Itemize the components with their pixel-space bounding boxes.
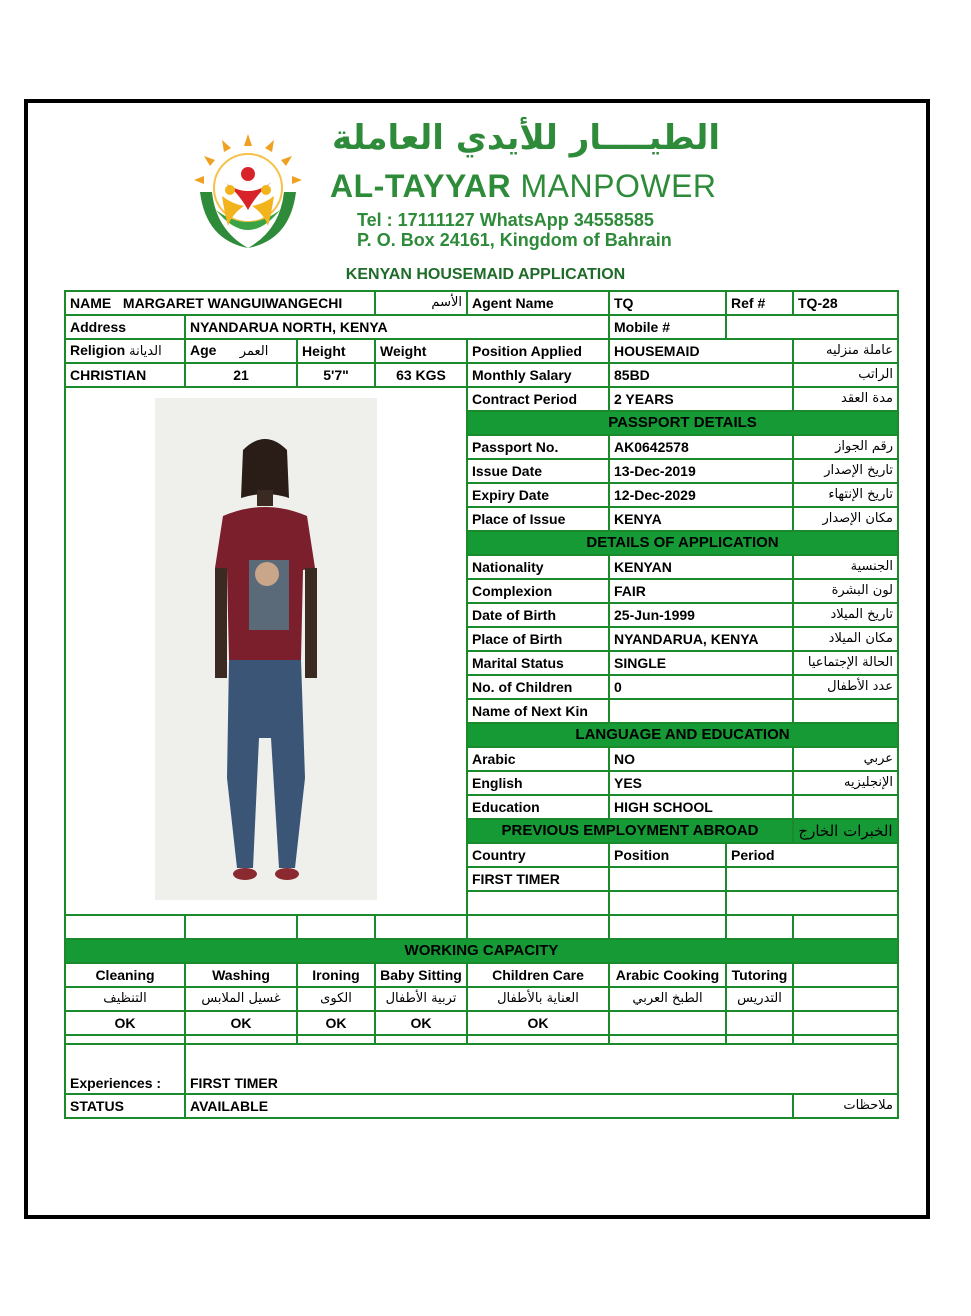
ref-label: Ref #: [726, 291, 793, 315]
skill-cleaning: Cleaning: [65, 963, 185, 987]
agent-label: Agent Name: [467, 291, 609, 315]
contact-phone: Tel : 17111127 WhatsApp 34558585: [357, 210, 654, 230]
blank-cell: [375, 1035, 467, 1044]
children-label-ar: عدد الأطفال: [793, 675, 898, 699]
complexion-label: Complexion: [467, 579, 609, 603]
skill-baby-sitting: Baby Sitting: [375, 963, 467, 987]
application-form: [64, 290, 899, 1119]
skill-status: OK: [185, 1011, 297, 1035]
contract-label-ar: مدة العقد: [793, 387, 898, 411]
skill-status: OK: [375, 1011, 467, 1035]
expiry-date-label: Expiry Date: [467, 483, 609, 507]
arabic-label-ar: عربي: [793, 747, 898, 771]
blank-cell: [185, 915, 297, 939]
name-cell: [65, 291, 375, 315]
arabic-label: Arabic: [467, 747, 609, 771]
employment-position-2: [609, 891, 726, 915]
row-status: [65, 1094, 898, 1118]
position-value: HOUSEMAID: [609, 339, 793, 363]
age-label-cell: [185, 339, 297, 363]
candidate-photo: [155, 398, 377, 900]
complexion-label-ar: لون البشرة: [793, 579, 898, 603]
experience-label: Experiences :: [65, 1044, 185, 1094]
religion-value: CHRISTIAN: [65, 363, 185, 387]
education-label: Education: [467, 795, 609, 819]
position-label: Position Applied: [467, 339, 609, 363]
salary-label-ar: الراتب: [793, 363, 898, 387]
mobile-label: Mobile #: [609, 315, 726, 339]
marital-label-ar: الحالة الإجتماعيا: [793, 651, 898, 675]
age-label: Age: [190, 342, 217, 358]
employment-period-1: [726, 867, 898, 891]
skill-ar-blank: [793, 987, 898, 1011]
skill-status: [609, 1011, 726, 1035]
skill-status: OK: [65, 1011, 185, 1035]
blank-cell: [467, 1035, 609, 1044]
row-skills-status: [65, 1011, 898, 1035]
dob-value: 25-Jun-1999: [609, 603, 793, 627]
nationality-value: KENYAN: [609, 555, 793, 579]
status-value: AVAILABLE: [185, 1094, 793, 1118]
marital-value: SINGLE: [609, 651, 793, 675]
passport-no-label-ar: رقم الجواز: [793, 435, 898, 459]
place-issue-label: Place of Issue: [467, 507, 609, 531]
expiry-date-value: 12-Dec-2029: [609, 483, 793, 507]
photo-cell: [65, 387, 467, 915]
section-employment-title-ar: الخبرات الخارج: [793, 819, 898, 843]
dob-label: Date of Birth: [467, 603, 609, 627]
skill-ironing-ar: الكوى: [297, 987, 375, 1011]
blank-cell: [793, 915, 898, 939]
place-issue-value: KENYA: [609, 507, 793, 531]
issue-date-label-ar: تاريخ الإصدار: [793, 459, 898, 483]
nationality-label: Nationality: [467, 555, 609, 579]
blank-cell: [65, 1035, 185, 1044]
skill-tutoring: Tutoring: [726, 963, 793, 987]
pob-label-ar: مكان الميلاد: [793, 627, 898, 651]
height-value: 5'7": [297, 363, 375, 387]
skill-blank: [793, 963, 898, 987]
section-capacity: [65, 939, 898, 963]
pob-label: Place of Birth: [467, 627, 609, 651]
row-blank-grid: [65, 915, 898, 939]
country-header: Country: [467, 843, 609, 867]
skill-ironing: Ironing: [297, 963, 375, 987]
passport-no-label: Passport No.: [467, 435, 609, 459]
nationality-label-ar: الجنسية: [793, 555, 898, 579]
position-label-ar: عاملة منزليه: [793, 339, 898, 363]
arabic-value: NO: [609, 747, 793, 771]
address-label: Address: [65, 315, 185, 339]
next-kin-value: [609, 699, 793, 723]
brand-name-bold: AL-TAYYAR: [330, 168, 512, 204]
name-value: MARGARET WANGUIWANGECHI: [122, 295, 343, 311]
brand-name: [330, 168, 717, 205]
age-label-ar: العمر: [239, 344, 269, 359]
employment-country-2: [467, 891, 609, 915]
row-spacer: [65, 1035, 898, 1044]
next-kin-label: Name of Next Kin: [467, 699, 609, 723]
height-label: Height: [297, 339, 375, 363]
skill-status: OK: [297, 1011, 375, 1035]
section-application-title: DETAILS OF APPLICATION: [467, 531, 898, 555]
address-value: NYANDARUA NORTH, KENYA: [185, 315, 609, 339]
place-issue-label-ar: مكان الإصدار: [793, 507, 898, 531]
blank-cell: [609, 915, 726, 939]
row-skills-en: [65, 963, 898, 987]
experience-value: FIRST TIMER: [185, 1044, 898, 1094]
section-passport-title: PASSPORT DETAILS: [467, 411, 898, 435]
skill-status: OK: [467, 1011, 609, 1035]
skill-cleaning-ar: التنظيف: [65, 987, 185, 1011]
blank-cell: [726, 915, 793, 939]
row-personal-values: [65, 363, 898, 387]
english-label: English: [467, 771, 609, 795]
section-language-title: LANGUAGE AND EDUCATION: [467, 723, 898, 747]
children-label: No. of Children: [467, 675, 609, 699]
blank-cell: [375, 915, 467, 939]
status-label: STATUS: [65, 1094, 185, 1118]
blank-cell: [609, 1035, 726, 1044]
issue-date-value: 13-Dec-2019: [609, 459, 793, 483]
ref-value: TQ-28: [793, 291, 898, 315]
age-value: 21: [185, 363, 297, 387]
english-label-ar: الإنجليزيه: [793, 771, 898, 795]
period-header: Period: [726, 843, 898, 867]
row-skills-ar: [65, 987, 898, 1011]
skill-baby-sitting-ar: تربية الأطفال: [375, 987, 467, 1011]
company-logo: [186, 130, 310, 260]
blank-cell: [726, 1035, 793, 1044]
employment-period-2: [726, 891, 898, 915]
mobile-value: [726, 315, 898, 339]
agent-value: TQ: [609, 291, 726, 315]
blank-cell: [297, 1035, 375, 1044]
brand-name-arabic: الطيــــار للأيدي العاملة: [332, 118, 720, 158]
religion-label-cell: [65, 339, 185, 363]
blank-cell: [467, 915, 609, 939]
dob-label-ar: تاريخ الميلاد: [793, 603, 898, 627]
weight-label: Weight: [375, 339, 467, 363]
religion-label: Religion: [70, 342, 126, 358]
name-label: NAME: [70, 295, 112, 311]
row-contract: [65, 387, 898, 411]
weight-value: 63 KGS: [375, 363, 467, 387]
row-name: [65, 291, 898, 315]
skill-washing: Washing: [185, 963, 297, 987]
form-title: KENYAN HOUSEMAID APPLICATION: [345, 266, 626, 283]
next-kin-blank: [793, 699, 898, 723]
contact-address: P. O. Box 24161, Kingdom of Bahrain: [357, 230, 672, 250]
position-header: Position: [609, 843, 726, 867]
education-blank: [793, 795, 898, 819]
section-capacity-title: WORKING CAPACITY: [65, 939, 898, 963]
row-address: [65, 315, 898, 339]
contract-value: 2 YEARS: [609, 387, 793, 411]
blank-cell: [65, 915, 185, 939]
row-experience: [65, 1044, 898, 1094]
marital-label: Marital Status: [467, 651, 609, 675]
name-label-ar: الأسم: [375, 291, 467, 315]
skill-children-care: Children Care: [467, 963, 609, 987]
english-value: YES: [609, 771, 793, 795]
pob-value: NYANDARUA, KENYA: [609, 627, 793, 651]
blank-cell: [297, 915, 375, 939]
employment-position-1: [609, 867, 726, 891]
issue-date-label: Issue Date: [467, 459, 609, 483]
expiry-date-label-ar: تاريخ الإنتهاء: [793, 483, 898, 507]
skill-washing-ar: غسيل الملابس: [185, 987, 297, 1011]
complexion-value: FAIR: [609, 579, 793, 603]
salary-label: Monthly Salary: [467, 363, 609, 387]
blank-cell: [793, 1035, 898, 1044]
education-value: HIGH SCHOOL: [609, 795, 793, 819]
skill-children-care-ar: العناية بالأطفال: [467, 987, 609, 1011]
skill-arabic-cooking-ar: الطبخ العربي: [609, 987, 726, 1011]
contract-label: Contract Period: [467, 387, 609, 411]
row-personal-labels: [65, 339, 898, 363]
candidate-figure: [155, 398, 377, 900]
religion-label-ar: الديانة: [129, 344, 162, 359]
salary-value: 85BD: [609, 363, 793, 387]
section-employment-title: PREVIOUS EMPLOYMENT ABROAD: [467, 819, 793, 843]
blank-cell: [185, 1035, 297, 1044]
skill-arabic-cooking: Arabic Cooking: [609, 963, 726, 987]
passport-no-value: AK0642578: [609, 435, 793, 459]
skill-tutoring-ar: التدريس: [726, 987, 793, 1011]
remarks-label-ar: ملاحظات: [793, 1094, 898, 1118]
employment-country-1: FIRST TIMER: [467, 867, 609, 891]
skill-status-blank: [793, 1011, 898, 1035]
children-value: 0: [609, 675, 793, 699]
brand-name-light: MANPOWER: [511, 168, 717, 204]
skill-status: [726, 1011, 793, 1035]
